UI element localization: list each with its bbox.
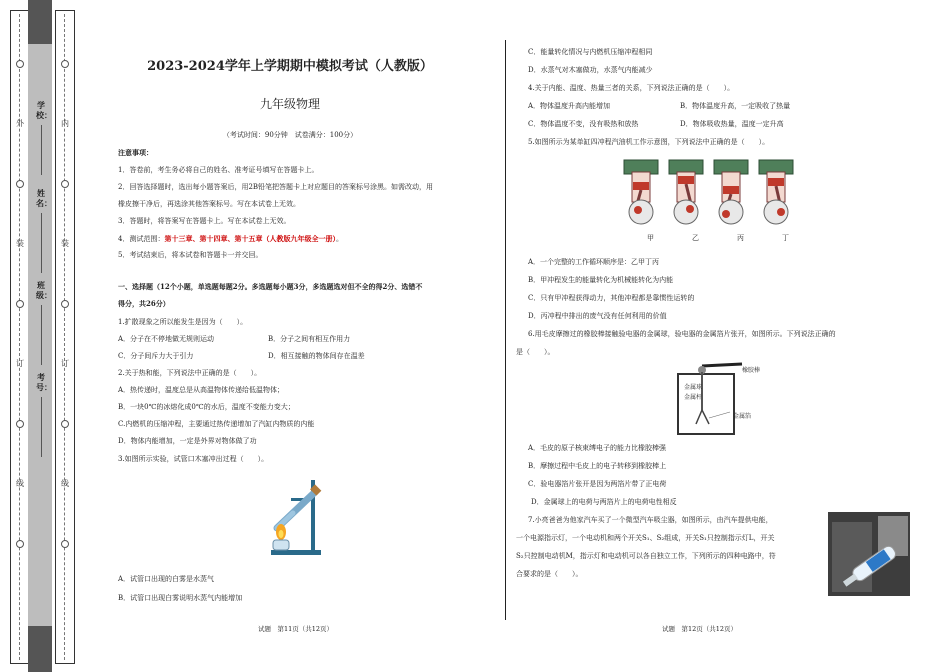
binding-hole (61, 540, 69, 548)
q7-stem: 一个电源指示灯，一个电动机和两个开关S₁、S₂组成，开关S₁只控制指示灯L，开关 (516, 534, 775, 542)
notice-heading: 注意事项： (118, 148, 153, 157)
q3-option-b[interactable]: B．试管口出现白雾说明水蒸气内能增加 (118, 594, 243, 602)
q5-option-d[interactable]: D．丙冲程中排出的废气没有任何利用的价值 (528, 312, 667, 320)
q6-option-b[interactable]: B．摩擦过程中毛皮上的电子转移到橡胶棒上 (528, 462, 667, 470)
q6-option-c[interactable]: C．验电器箔片张开是因为两箔片带了正电荷 (528, 480, 667, 488)
field-class-label: 班级： (36, 280, 52, 300)
q1-option-c[interactable]: C．分子间斥力大于引力 (118, 352, 194, 360)
q7-stem: 7.小亮爸爸为他家汽车买了一个微型汽车吸尘器，如图所示，由汽车提供电能， (528, 516, 773, 524)
section1-heading: 得分，共26分） (118, 299, 170, 308)
notice-item: 1．答卷前，考生务必将自己的姓名、准考证号填写在答题卡上。 (118, 166, 319, 174)
engine-label: 甲 (647, 234, 654, 242)
field-school-line[interactable] (41, 125, 43, 175)
engine-strokes-figure (620, 152, 800, 234)
q3-stem: 3.如图所示实验，试管口木塞冲出过程（ ）。 (118, 455, 269, 463)
section1-heading: 一、选择题（12个小题，单选题每题2分。多选题每小题3分，多选题选对但不全的得2分、选错不 (118, 282, 423, 291)
q1-option-b[interactable]: B．分子之间有相互作用力 (268, 335, 351, 343)
q2-option-a[interactable]: A．热传递时，温度总是从高温物体传递给低温物体； (118, 386, 285, 394)
notice-item: 5．考试结束后，将本试卷和答题卡一并交回。 (118, 251, 263, 259)
binding-hole (61, 60, 69, 68)
field-name-label: 姓名： (36, 188, 52, 208)
binding-strip-outer (10, 10, 30, 664)
binding-strip-dark-bottom (28, 626, 52, 672)
engine-stroke-bing (714, 160, 748, 224)
exam-subject: 九年级物理 (259, 97, 320, 111)
q6-option-d[interactable]: D．金属球上的电荷与两箔片上的电荷电性相反 (531, 498, 677, 506)
notice-scope-range: 第十三章、第十四章、第十五章（人教版九年级全一册） (164, 234, 336, 243)
notice-item-scope (118, 234, 343, 244)
field-class-line[interactable] (41, 305, 43, 365)
notice-scope-suffix: 。 (335, 235, 343, 243)
engine-stroke-yi (669, 160, 703, 224)
q5-option-a[interactable]: A．一个完整的工作循环顺序是：乙甲丁丙 (528, 258, 660, 266)
q2-option-b[interactable]: B．一块0℃的冰熔化成0℃的水后，温度不变能力变大； (118, 403, 295, 411)
q5-option-b[interactable]: B．甲冲程发生的能量转化为机械能转化为内能 (528, 276, 674, 284)
q7-stem: S₂只控制电动机M，指示灯和电动机可以各自独立工作，下列所示的四种电路中，符 (516, 552, 776, 560)
binding-hole (16, 420, 24, 428)
field-school-label: 学校： (36, 100, 52, 120)
field-name-line[interactable] (41, 213, 43, 273)
q1-stem: 1.扩散现象之所以能发生是因为（ ）。 (118, 318, 248, 326)
binding-mark-outer: 订 (16, 359, 24, 368)
binding-mark-outer: 外 (16, 119, 24, 128)
q6-option-a[interactable]: A．毛皮的原子核束缚电子的能力比橡胶棒强 (528, 444, 667, 452)
page-footer-left: 试题 第11页（共12页） (258, 625, 334, 633)
exam-title: 2023-2024学年上学期期中模拟考试（人教版） (147, 59, 433, 74)
electroscope-label-stem: 金属杆 (684, 394, 703, 401)
binding-mark-inner: 装 (61, 239, 69, 248)
q4-option-c[interactable]: C．物体温度不变，没有吸热和放热 (528, 120, 639, 128)
q3-option-a[interactable]: A．试管口出现的白雾是水蒸气 (118, 575, 215, 583)
binding-hole (16, 60, 24, 68)
q5-option-c[interactable]: C．只有甲冲程获得动力，其他冲程都是靠惯性运转的 (528, 294, 695, 302)
q6-stem: 是（ ）。 (516, 348, 555, 356)
binding-mark-inner: 内 (61, 119, 69, 128)
electroscope-label-foil: 金属箔 (733, 413, 752, 420)
binding-mark-outer: 装 (16, 239, 24, 248)
electroscope-label-ball: 金属球 (684, 384, 703, 391)
binding-strip-inner (55, 10, 75, 664)
binding-dash-outer (19, 14, 20, 660)
q1-option-a[interactable]: A．分子在不停地做无规则运动 (118, 335, 215, 343)
electroscope-label-rod: 橡胶棒 (742, 367, 761, 374)
q5-stem: 5.如图所示为某单缸四冲程汽油机工作示意图，下列说法中正确的是（ ）。 (528, 138, 770, 146)
page-footer-right: 试题 第12页（共12页） (662, 625, 738, 633)
q1-option-d[interactable]: D．相互接触的物体间存在温差 (268, 352, 365, 360)
engine-label: 丁 (782, 234, 789, 242)
binding-dash-inner (64, 14, 65, 660)
field-id-label: 考号： (36, 372, 52, 392)
binding-mark-inner: 订 (61, 359, 69, 368)
column-divider (505, 40, 506, 620)
engine-label: 丙 (737, 234, 744, 242)
field-id-line[interactable] (41, 397, 43, 457)
notice-item: 橡皮擦干净后，再选涂其他答案标号。写在本试卷上无效。 (118, 200, 300, 208)
test-tube-heating-figure (255, 470, 335, 560)
q2-stem: 2.关于热和能，下列说法中正确的是（ ）。 (118, 369, 262, 377)
binding-hole (16, 180, 24, 188)
q3-option-d[interactable]: D．水蒸气对木塞做功，水蒸气内能减少 (528, 66, 653, 74)
q7-stem: 合要求的是（ ）。 (516, 570, 583, 578)
binding-hole (16, 540, 24, 548)
exam-meta: （考试时间：90分钟 试卷满分：100分） (222, 131, 358, 139)
q6-stem: 6.用毛皮摩擦过的橡胶棒接触验电器的金属球，验电器的金属箔片张开，如图所示。下列说法正确的 (528, 330, 836, 338)
q4-option-b[interactable]: B．物体温度升高，一定吸收了热量 (680, 102, 791, 110)
notice-item: 3．答题时，将答案写在答题卡上。写在本试卷上无效。 (118, 217, 291, 225)
binding-hole (61, 300, 69, 308)
engine-stroke-jia (624, 160, 658, 224)
binding-mark-outer: 线 (16, 479, 24, 488)
q2-option-c[interactable]: C.内燃机的压缩冲程，主要通过热传递增加了汽缸内物质的内能 (118, 420, 315, 428)
q2-option-d[interactable]: D．物体内能增加，一定是外界对物体做了功 (118, 437, 257, 445)
binding-mark-inner: 线 (61, 479, 69, 488)
notice-scope-prefix: 4．测试范围： (118, 235, 165, 243)
engine-label: 乙 (692, 234, 699, 242)
binding-hole (61, 180, 69, 188)
q3-option-c[interactable]: C．能量转化情况与内燃机压缩冲程相同 (528, 48, 653, 56)
binding-strip-dark-top (28, 0, 52, 44)
q4-option-a[interactable]: A．物体温度升高内能增加 (528, 102, 611, 110)
binding-hole (61, 420, 69, 428)
binding-hole (16, 300, 24, 308)
notice-item: 2．回答选择题时，选出每小题答案后，用2B铅笔把答题卡上对应题目的答案标号涂黑。如需改动，用 (118, 183, 434, 191)
engine-stroke-ding (759, 160, 793, 224)
q4-stem: 4.关于内能、温度、热量三者的关系，下列说法正确的是（ ）。 (528, 84, 735, 92)
q4-option-d[interactable]: D．物体吸收热量，温度一定升高 (680, 120, 784, 128)
car-vacuum-photo (828, 512, 910, 596)
